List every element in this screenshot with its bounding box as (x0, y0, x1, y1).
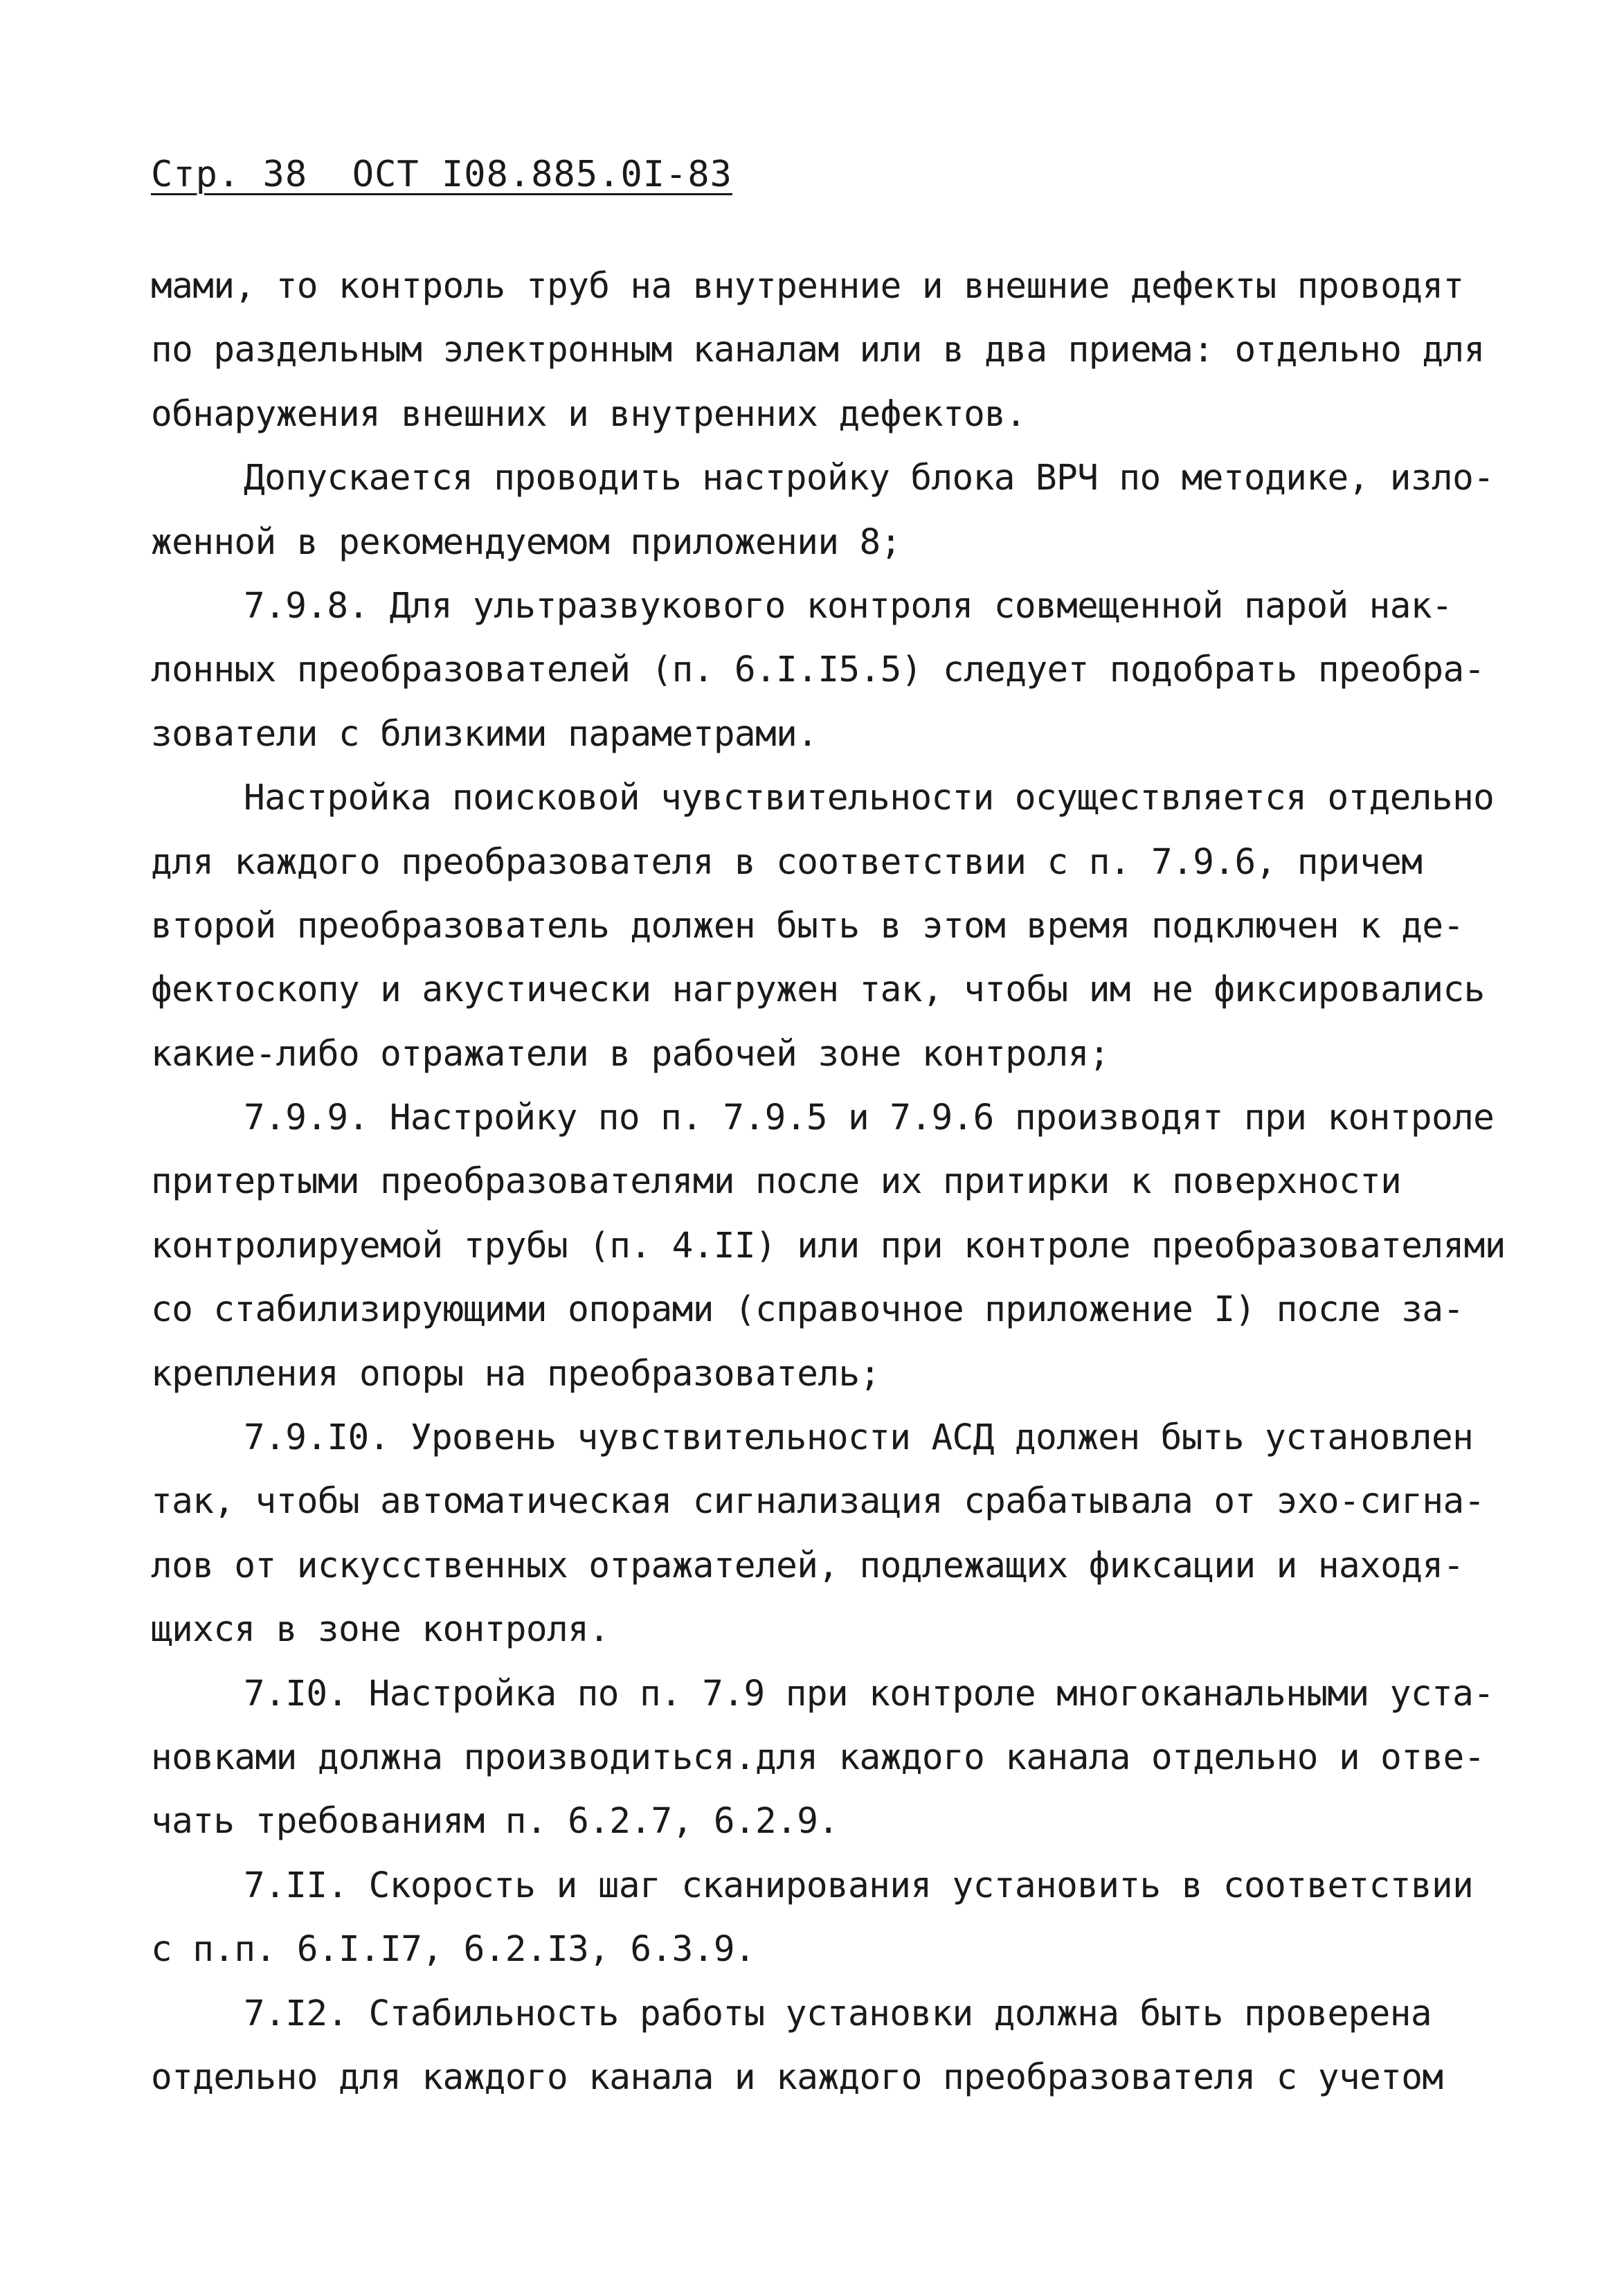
text-line: отдельно для каждого канала и каждого преобразователя с учетом (151, 2056, 1443, 2098)
text-line: лонных преобразователей (п. 6.I.I5.5) следует подобрать преобра- (151, 649, 1485, 691)
text-line: щихся в зоне контроля. (151, 1609, 610, 1651)
paragraph-first-line: 7.9.I0. Уровень чувствительности АСД должен быть установлен (244, 1417, 1474, 1459)
text-line: новками должна производиться.для каждого канала отдельно и отве- (151, 1737, 1485, 1778)
text-line: лов от искусственных отражателей, подлежащих фиксации и находя- (151, 1545, 1464, 1586)
text-line: чать требованиям п. 6.2.7, 6.2.9. (151, 1801, 839, 1842)
document-body (151, 255, 1506, 2110)
text-line: со стабилизирующими опорами (справочное приложение I) после за- (151, 1289, 1464, 1331)
text-line: по раздельным электронным каналам или в два приема: отдельно для (151, 330, 1485, 371)
paragraph-first-line: Настройка поисковой чувствительности осуществляется отдельно (244, 778, 1495, 819)
text-line: какие-либо отражатели в рабочей зоне контроля; (151, 1033, 1110, 1075)
text-line: с п.п. 6.I.I7, 6.2.I3, 6.3.9. (151, 1929, 756, 1971)
text-line: так, чтобы автоматическая сигнализация срабатывала от эхо-сигна- (151, 1481, 1485, 1523)
text-line: притертыми преобразователями после их притирки к поверхности (151, 1161, 1402, 1203)
paragraph-first-line: Допускается проводить настройку блока ВРЧ по методике, изло- (244, 458, 1495, 499)
text-line: крепления опоры на преобразователь; (151, 1353, 881, 1394)
text-line: мами, то контроль труб на внутренние и внешние дефекты проводят (151, 266, 1464, 307)
paragraph-first-line: 7.I2. Стабильность работы установки должна быть проверена (244, 1993, 1432, 2034)
paragraph-first-line: 7.I0. Настройка по п. 7.9 при контроле многоканальными уста- (244, 1673, 1495, 1714)
paragraph-first-line: 7.9.9. Настройку по п. 7.9.5 и 7.9.6 производят при контроле (244, 1097, 1495, 1139)
text-line: для каждого преобразователя в соответствии с п. 7.9.6, причем (151, 841, 1423, 883)
text-line: обнаружения внешних и внутренних дефектов. (151, 393, 1027, 435)
text-line: женной в рекомендуемом приложении 8; (151, 521, 901, 563)
text-line: второй преобразователь должен быть в этом время подключен к де- (151, 905, 1464, 947)
text-line: фектоскопу и акустически нагружен так, чтобы им не фиксировались (151, 969, 1485, 1011)
paragraph-first-line: 7.9.8. Для ультразвукового контроля совмещенной парой нак- (244, 585, 1453, 627)
paragraph-first-line: 7.II. Скорость и шаг сканирования установить в соответствии (244, 1865, 1474, 1906)
text-line: зователи с близкими параметрами. (151, 713, 818, 755)
page-header: Стр. 38 ОСТ I08.885.0I-83 (151, 154, 732, 195)
text-line: контролируемой трубы (п. 4.II) или при контроле преобразователями (151, 1225, 1506, 1266)
